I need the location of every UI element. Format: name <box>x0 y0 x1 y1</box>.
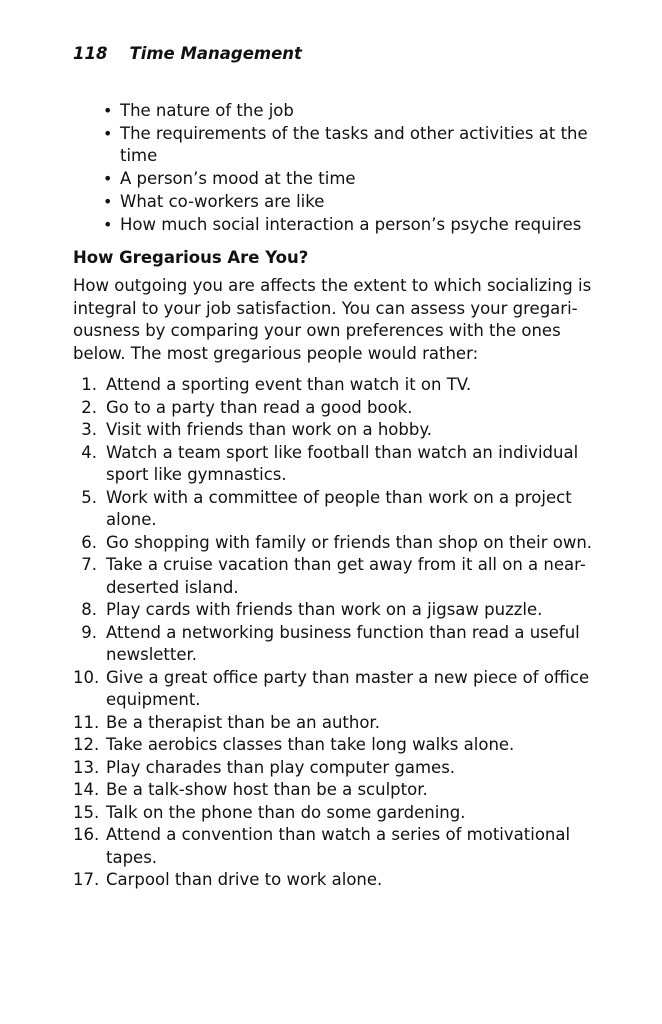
bullet-item <box>73 214 593 237</box>
section-heading: How Gregarious Are You? <box>73 248 309 267</box>
bullet-dot-icon: • <box>103 101 113 120</box>
gregariousness-list <box>73 374 603 892</box>
numbered-item <box>73 532 603 555</box>
bullet-dot-icon: • <box>103 214 113 234</box>
numbered-item <box>73 779 603 802</box>
bullet-dot-icon: • <box>103 169 113 189</box>
item-text: Be a talk-show host than be a sculptor. <box>106 780 428 799</box>
item-number: 1. <box>81 375 97 394</box>
item-number: 9. <box>81 622 97 642</box>
item-text: Give a great office party than master a new piece of office equipment. <box>106 667 590 709</box>
bullet-item <box>73 100 593 123</box>
bullet-text: What co-workers are like <box>120 191 325 211</box>
numbered-item <box>73 757 603 780</box>
item-text: Play cards with friends than work on a jigsaw puzzle. <box>106 600 543 619</box>
bullet-text: The nature of the job <box>120 101 294 120</box>
item-number: 2. <box>81 397 97 417</box>
item-number: 8. <box>81 600 97 619</box>
item-number: 6. <box>81 532 97 552</box>
item-text: Take aerobics classes than take long walks alone. <box>106 735 515 754</box>
numbered-item <box>73 802 603 825</box>
numbered-item <box>73 712 603 735</box>
item-text: Attend a sporting event than watch it on TV. <box>106 375 472 394</box>
numbered-item <box>73 397 603 420</box>
numbered-item <box>73 622 603 667</box>
item-number: 17. <box>73 870 100 889</box>
item-text: Go to a party than read a good book. <box>106 397 413 417</box>
item-text: Carpool than drive to work alone. <box>106 870 383 889</box>
item-number: 14. <box>73 780 100 799</box>
item-text: Play charades than play computer games. <box>106 757 456 777</box>
factor-bullet-list <box>73 100 593 236</box>
running-head <box>73 42 302 66</box>
bullet-item <box>73 123 593 168</box>
bullet-item <box>73 168 593 191</box>
item-number: 13. <box>73 757 100 777</box>
item-text: Go shopping with family or friends than shop on their own. <box>106 532 593 552</box>
numbered-item <box>73 667 603 712</box>
numbered-item <box>73 419 603 442</box>
item-number: 3. <box>81 420 97 439</box>
numbered-item <box>73 442 603 487</box>
intro-line: ousness by comparing your own preferences with the ones <box>73 321 561 341</box>
bullet-text: How much social interaction a person’s psyche requires <box>120 214 582 234</box>
numbered-item <box>73 599 603 622</box>
bullet-item <box>73 191 593 214</box>
item-number: 11. <box>73 712 100 732</box>
bullet-dot-icon: • <box>103 191 113 211</box>
bullet-dot-icon: • <box>103 123 113 143</box>
numbered-item <box>73 374 603 397</box>
item-number: 16. <box>73 825 100 844</box>
numbered-item <box>73 734 603 757</box>
intro-line: integral to your job satisfaction. You can assess your gregari- <box>73 298 578 318</box>
item-text: Work with a committee of people than work on a project alone. <box>106 487 572 529</box>
item-text: Be a therapist than be an author. <box>106 712 380 732</box>
book-title: Time Management <box>129 44 302 63</box>
item-text: Take a cruise vacation than get away from it all on a near-deserted island. <box>106 555 586 597</box>
item-number: 7. <box>81 555 97 574</box>
intro-line: How outgoing you are affects the extent to which socializing is <box>73 276 592 295</box>
item-text: Attend a convention than watch a series of motivational tapes. <box>106 825 571 867</box>
item-text: Attend a networking business function than read a useful newsletter. <box>106 622 580 664</box>
item-text: Talk on the phone than do some gardening. <box>106 802 466 822</box>
numbered-item <box>73 487 603 532</box>
item-number: 5. <box>81 487 97 507</box>
numbered-item <box>73 554 603 599</box>
bullet-text: The requirements of the tasks and other activities at the time <box>120 123 588 166</box>
item-number: 15. <box>73 802 100 822</box>
item-text: Watch a team sport like football than watch an individual sport like gymnastics. <box>106 442 579 484</box>
item-number: 12. <box>73 735 100 754</box>
intro-line: below. The most gregarious people would rather: <box>73 343 479 363</box>
item-number: 4. <box>81 442 97 462</box>
page-number: 118 <box>73 44 108 63</box>
bullet-text: A person’s mood at the time <box>120 169 356 189</box>
item-text: Visit with friends than work on a hobby. <box>106 420 432 439</box>
intro-paragraph <box>73 275 592 365</box>
numbered-item <box>73 824 603 869</box>
item-number: 10. <box>73 667 100 687</box>
numbered-item <box>73 869 603 892</box>
